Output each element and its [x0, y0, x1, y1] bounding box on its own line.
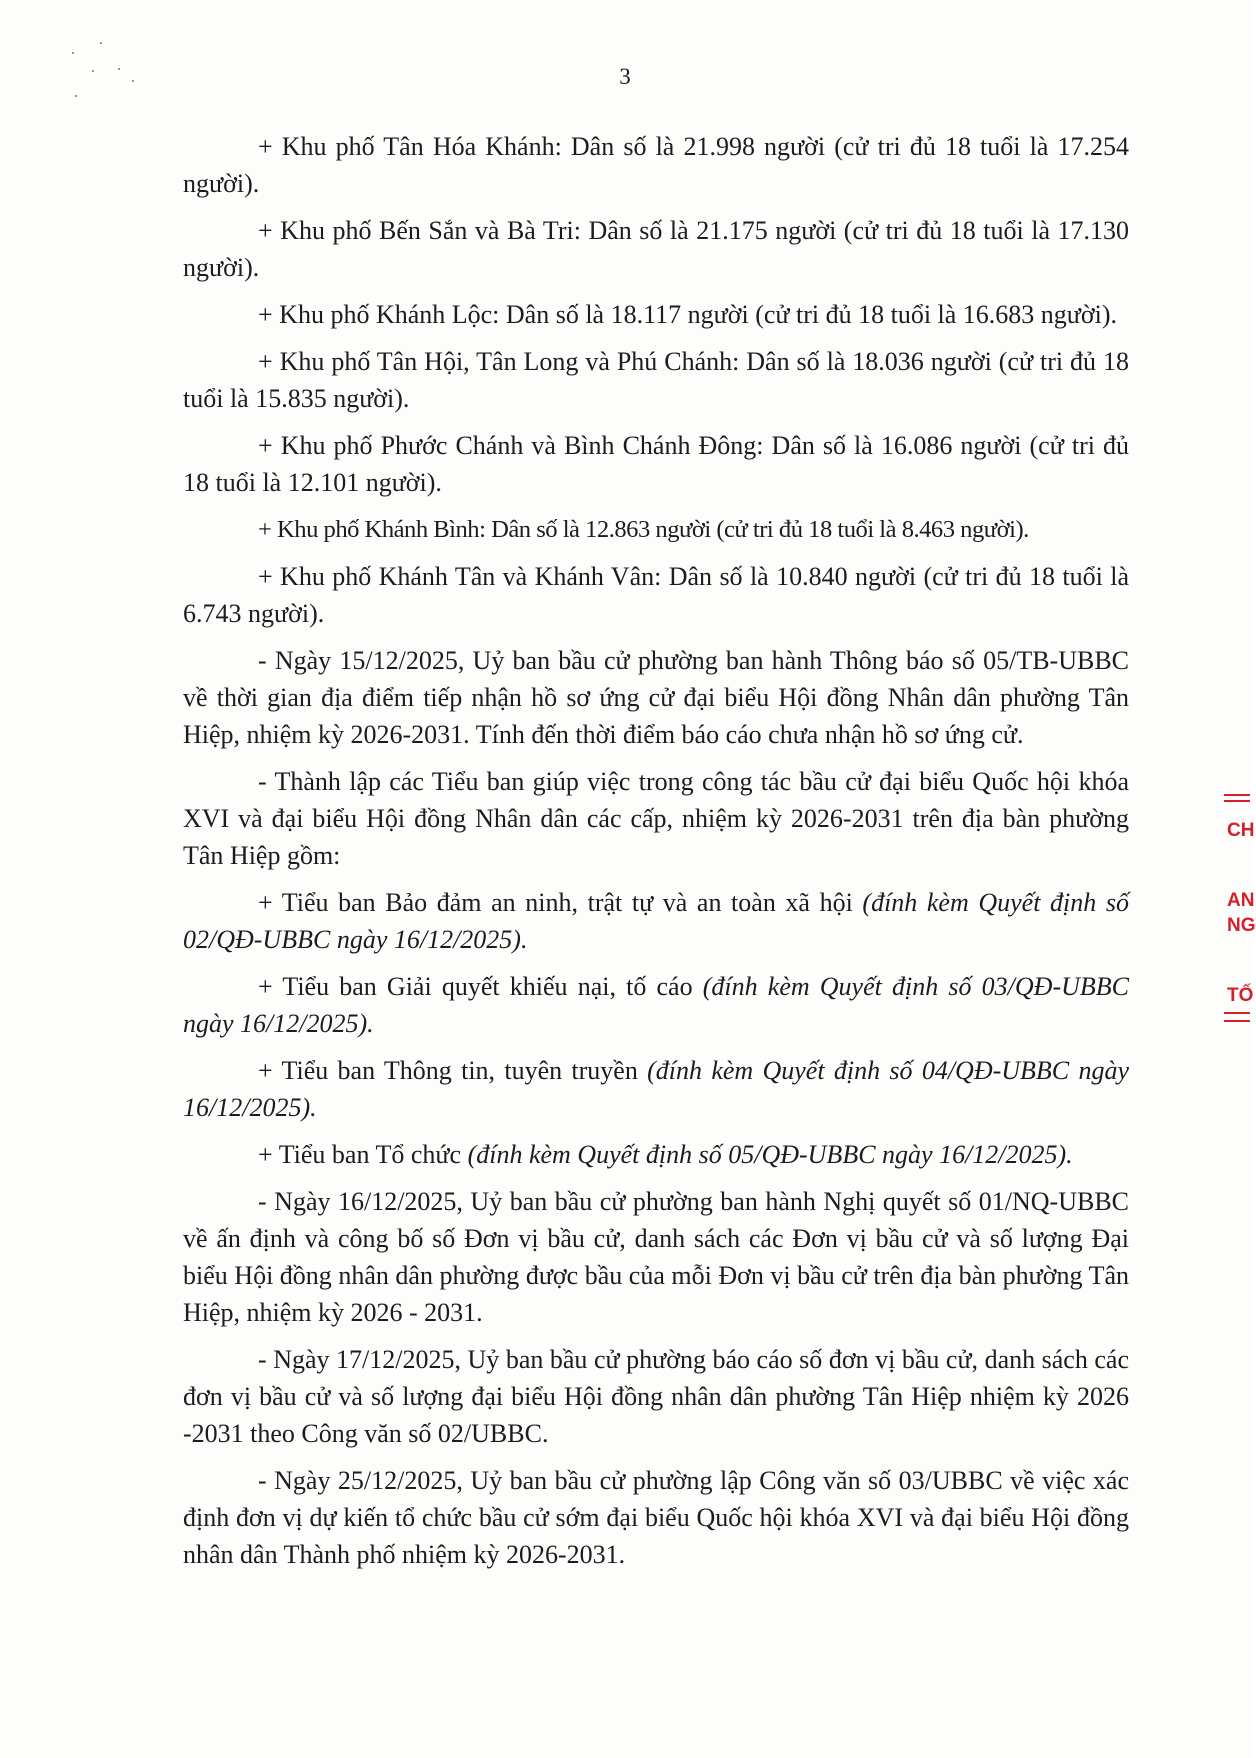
- paragraph-cong-van-03: - Ngày 25/12/2025, Uỷ ban bầu cử phường lập Công văn số 03/UBBC về việc xác định đơn vị dự kiến tổ chức bầu cử sớm đại biểu Quốc hội khóa XVI và đại biểu Hội đồng nhân dân Thành phố nhiệm kỳ 2026-2031.: [183, 1466, 1129, 1569]
- red-seal-fragment: CH AN NG TỐ: [1224, 790, 1250, 1030]
- document-body: [183, 128, 1129, 1583]
- decision-reference: (đính kèm Quyết định số 03/QĐ-UBBC ngày 16/12/2025).: [183, 972, 1129, 1038]
- paragraph-khanh-loc: + Khu phố Khánh Lộc: Dân số là 18.117 người (cử tri đủ 18 tuổi là 16.683 người).: [258, 300, 1118, 329]
- paragraph-tan-hoa-khanh: + Khu phố Tân Hóa Khánh: Dân số là 21.998 người (cử tri đủ 18 tuổi là 17.254 người).: [183, 132, 1129, 198]
- paragraph-tan-hoi-tan-long-phu-chanh: + Khu phố Tân Hội, Tân Long và Phú Chánh: Dân số là 18.036 người (cử tri đủ 18 tuổi là 15.835 người).: [183, 347, 1129, 413]
- paragraph-tieu-ban-thong-tin: + Tiểu ban Thông tin, tuyên truyền (đính kèm Quyết định số 04/QĐ-UBBC ngày 16/12/2025).: [183, 1056, 1129, 1122]
- decision-reference: (đính kèm Quyết định số 04/QĐ-UBBC ngày 16/12/2025).: [183, 1056, 1129, 1122]
- paragraph-ben-san-ba-tri: + Khu phố Bến Sắn và Bà Tri: Dân số là 21.175 người (cử tri đủ 18 tuổi là 17.130 người).: [183, 216, 1129, 282]
- paragraph-tieu-ban-khieu-nai: + Tiểu ban Giải quyết khiếu nại, tố cáo (đính kèm Quyết định số 03/QĐ-UBBC ngày 16/12/2025).: [183, 972, 1129, 1038]
- paragraph-thong-bao-05: - Ngày 15/12/2025, Uỷ ban bầu cử phường ban hành Thông báo số 05/TB-UBBC về thời gian địa điểm tiếp nhận hồ sơ ứng cử đại biểu Hội đồng Nhân dân phường Tân Hiệp, nhiệm kỳ 2026-2031. Tính đến thời điểm báo cáo chưa nhận hồ sơ ứng cử.: [183, 646, 1129, 749]
- paragraph-phuoc-chanh-binh-chanh-dong: + Khu phố Phước Chánh và Bình Chánh Đông: Dân số là 16.086 người (cử tri đủ 18 tuổi là 12.101 người).: [183, 431, 1129, 497]
- decision-reference: (đính kèm Quyết định số 02/QĐ-UBBC ngày 16/12/2025).: [183, 888, 1129, 954]
- paragraph-tieu-ban-to-chuc: + Tiểu ban Tổ chức (đính kèm Quyết định số 05/QĐ-UBBC ngày 16/12/2025).: [258, 1140, 1073, 1169]
- paragraph-khanh-tan-khanh-van: + Khu phố Khánh Tân và Khánh Vân: Dân số là 10.840 người (cử tri đủ 18 tuổi là 6.743 người).: [183, 562, 1129, 628]
- paragraph-nghi-quyet-01: - Ngày 16/12/2025, Uỷ ban bầu cử phường ban hành Nghị quyết số 01/NQ-UBBC về ấn định và công bố số Đơn vị bầu cử, danh sách các Đơn vị bầu cử và số lượng Đại biểu Hội đồng nhân dân phường được bầu của mỗi Đơn vị bầu cử trên địa bàn phường Tân Hiệp, nhiệm kỳ 2026 - 2031.: [183, 1187, 1129, 1327]
- paragraph-thanh-lap-tieu-ban: - Thành lập các Tiểu ban giúp việc trong công tác bầu cử đại biểu Quốc hội khóa XVI và đại biểu Hội đồng Nhân dân các cấp, nhiệm kỳ 2026-2031 trên địa bàn phường Tân Hiệp gồm:: [183, 767, 1129, 870]
- paragraph-tieu-ban-an-ninh: + Tiểu ban Bảo đảm an ninh, trật tự và an toàn xã hội (đính kèm Quyết định số 02/QĐ-UBBC ngày 16/12/2025).: [183, 888, 1129, 954]
- decision-reference: (đính kèm Quyết định số 05/QĐ-UBBC ngày 16/12/2025).: [467, 1140, 1073, 1169]
- paragraph-cong-van-02: - Ngày 17/12/2025, Uỷ ban bầu cử phường báo cáo số đơn vị bầu cử, danh sách các đơn vị bầu cử và số lượng đại biểu Hội đồng nhân dân phường Tân Hiệp nhiệm kỳ 2026 -2031 theo Công văn số 02/UBBC.: [183, 1345, 1129, 1448]
- paragraph-khanh-binh: + Khu phố Khánh Bình: Dân số là 12.863 người (cử tri đủ 18 tuổi là 8.463 người).: [258, 516, 1029, 543]
- page-number: 3: [619, 64, 631, 89]
